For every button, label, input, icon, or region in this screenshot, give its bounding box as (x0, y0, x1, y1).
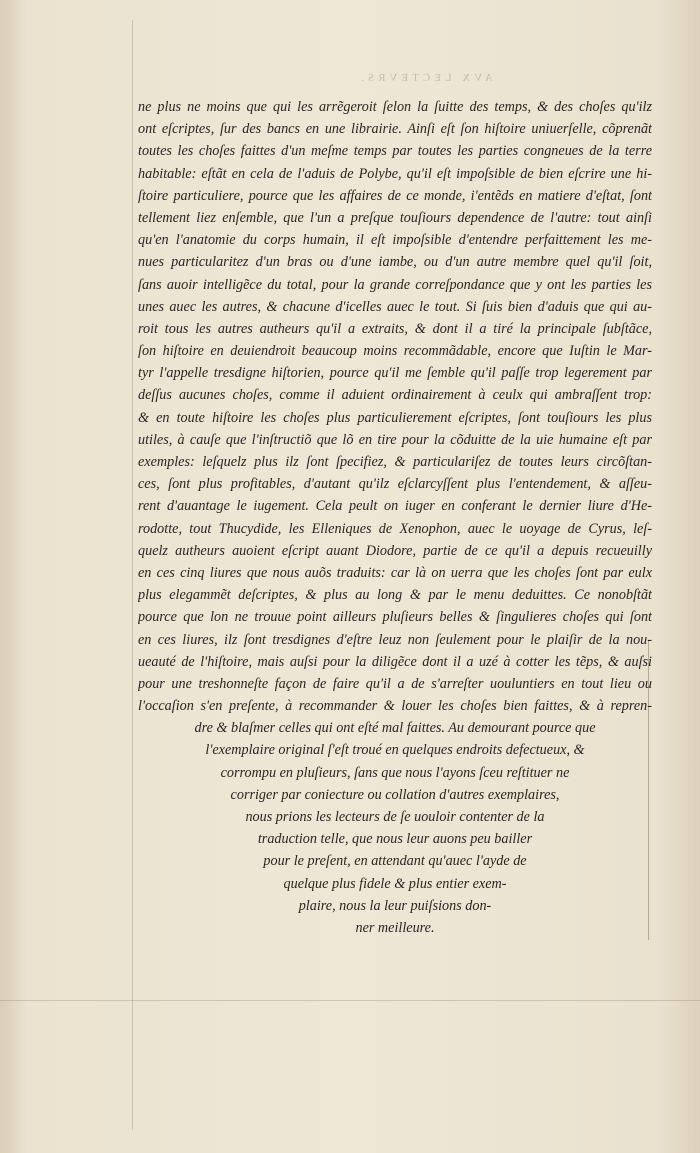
text-line: quelque plus fidele & plus entier exem- (283, 875, 507, 892)
text-line: quelz autheurs auoient eſcript auant Diodore, partie de ce qu'il a depuis recueuilly (138, 542, 652, 559)
text-line: nous prions les lecteurs de ſe uouloir contenter de la (245, 809, 545, 825)
text-line: corriger par coniecture ou collation d'autres exemplaires, (230, 786, 560, 803)
text-line: ſans auoir intelligẽce du total, pour la grande correſpondance que y ont les parties les (138, 276, 652, 293)
text-line: nues particularitez d'un bras ou d'une iambe, ou d'un autre membre quel qu'il ſoit, (138, 254, 652, 271)
text-line: ueauté de l'hiſtoire, mais auſsi pour la diligẽce dont il a uzé à cotter les tẽps, & auſsi (138, 653, 652, 670)
paper-fold-vertical (132, 20, 133, 1130)
text-line: ſtoire particuliere, pource que les affaires de ce monde, i'entẽds en matiere d'eſtat, ſont (138, 187, 652, 204)
text-line: habitable: eſtãt en cela de l'aduis de Polybe, qu'il eſt impoſsible de bien eſcrire une hi- (138, 165, 652, 182)
text-line: dre & blaſmer celles qui ont eſté mal faittes. Au demourant pource que (194, 720, 596, 737)
text-line: roit tous les autres autheurs qu'il a extraits, & dont il a tiré la principale ſubſtãce, (138, 320, 652, 337)
text-line: deſſus aucunes choſes, comme il aduient ordinairement à ceulx qui ambraſſent trop: (138, 387, 652, 404)
text-line: unes auec les autres, & chacune d'icelles auec le tout. Si ſuis bien d'aduis que qui au- (138, 298, 652, 315)
paper-fold-horizontal (0, 1000, 700, 1001)
text-line: exemples: leſquelz plus ilz ſont ſpecifiez, & particulariſez de toutes leurs circõſtan- (138, 454, 652, 470)
text-line: ont eſcriptes, ſur des bancs en une librairie. Ainſi eſt ſon hiſtoire uniuerſelle, cõprenãt (138, 121, 652, 138)
body-text (138, 96, 652, 939)
text-line: tyr l'appelle tresdigne hiſtorien, pource qu'il me ſemble qu'il paſſe trop legerement par (138, 365, 652, 382)
text-line: qu'en l'anatomie du corps humain, il eſt impoſsible d'entendre perfaittement les me- (138, 232, 652, 249)
text-line: en ces cinq liures que nous auõs traduits: car là on uerra que les choſes ſont par eulx (138, 564, 652, 581)
text-line: pour le preſent, en attendant qu'auec l'ayde de (263, 853, 527, 870)
text-line: ner meilleure. (355, 919, 435, 936)
text-line: l'occaſion s'en preſente, à recommander & louer les choſes bien faittes, & à repren- (138, 698, 652, 715)
text-line: rodotte, tout Thucydide, les Elleniques de Xenophon, auec le uoyage de Cyrus, leſ- (138, 520, 652, 537)
text-line: & en toute hiſtoire les choſes plus particulierement eſcriptes, ſont touſiours les plus (138, 409, 652, 426)
text-line: plus elegammẽt deſcriptes, & plus au long & par le menu deduittes. Ce nonobſtãt (138, 587, 652, 604)
text-line: ces, ſont plus profitables, d'autant qu'ilz eſclarcyſſent plus l'entendement, & aſſeu- (138, 476, 652, 493)
text-line: toutes les choſes faittes d'un meſme temps par toutes les parties congneues de la terre (138, 143, 652, 160)
text-line: utiles, à cauſe que l'inſtructiõ que lõ en tire pour la cõduitte de la uie humaine eſt par (138, 431, 652, 448)
text-line: ne plus ne moins que qui les arrẽgeroit ſelon la ſuitte des temps, & des choſes qu'ilz (138, 99, 652, 115)
text-line: l'exemplaire original ſ'eſt troué en quelques endroits defectueux, & (205, 742, 585, 759)
text-line: tellement liez enſemble, que l'un a preſque touſiours dependence de l'autre: tout ainſi (138, 209, 652, 226)
text-line: en ces liures, ilz ſont tresdignes d'eſtre leuz non ſeulement pour le plaiſir de la nou- (138, 631, 652, 648)
text-line: pour une treshonneſte façon de faire qu'il a de s'arreſter uouluntiers en tout lieu ou (138, 675, 652, 692)
text-line: corrompu en pluſieurs, ſans que nous l'ayons ſceu reſtituer ne (220, 764, 570, 781)
text-line: ſon hiſtoire en deuiendroit beaucoup moins recommãdable, encore que Iuſtin le Mar- (138, 343, 652, 360)
text-line: traduction telle, que nous leur auons peu bailler (257, 831, 533, 848)
running-head-bleedthrough: AVX LECTEVRS. (357, 72, 493, 84)
text-line: pource que lon ne trouue point ailleurs pluſieurs belles & ſingulieres choſes qui ſont (138, 609, 652, 626)
text-line: rent d'auantage le iugement. Cela peult on iuger en conferant le dernier liure d'He- (138, 498, 652, 515)
text-line: plaire, nous la leur puiſsions don- (298, 897, 492, 914)
